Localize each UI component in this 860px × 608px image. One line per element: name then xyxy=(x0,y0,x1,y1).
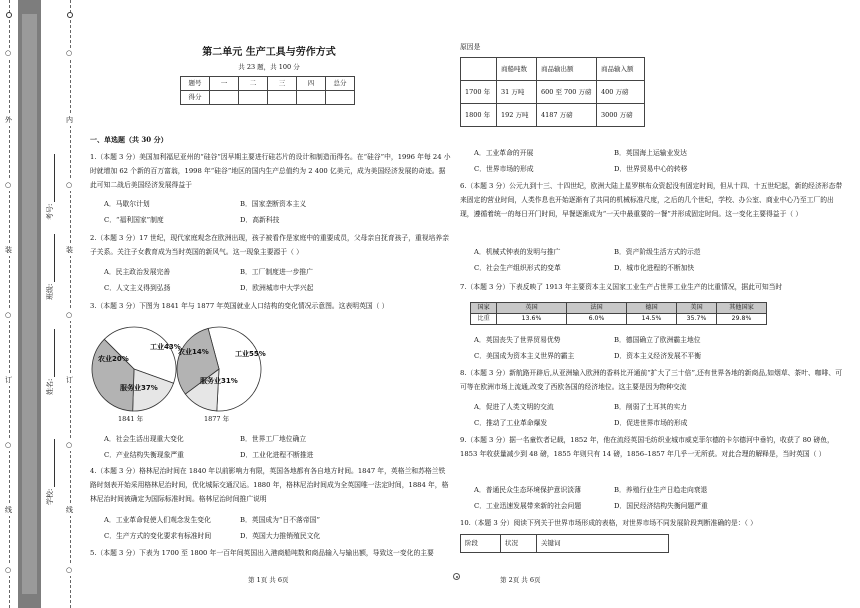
question-5-options xyxy=(474,145,844,177)
pie-2-slice-label: 工业55% xyxy=(235,350,266,358)
option-d[interactable]: D．城市化进程的不断加快 xyxy=(614,264,695,272)
table-cell: 1700 年 xyxy=(461,81,497,104)
pie-1-slice-label: 工业43% xyxy=(150,343,181,351)
table-header-cell: 英国 xyxy=(497,303,567,314)
question-8 xyxy=(460,366,846,394)
binding-dotted-line xyxy=(70,0,71,608)
binding-char: 线 xyxy=(5,506,12,514)
option-b[interactable]: B．削弱了土耳其的实力 xyxy=(614,403,687,411)
pie-1-slice-label: 服务业37% xyxy=(120,384,158,392)
table-cell: 13.6% xyxy=(497,314,567,325)
option-b[interactable]: B．资产阶级生活方式的示范 xyxy=(614,248,701,256)
table-cell: 1800 年 xyxy=(461,104,497,127)
binding-char: 订 xyxy=(5,376,12,384)
option-c[interactable]: C．生产方式的变化要求有标准时间 xyxy=(104,532,212,540)
question-text: 4.（本题 3 分）格林尼治时间在 1840 年以前影响力有限，英国各地都有各自地方时间。1847 年，英格兰和苏格兰铁路时刻表开始采用格林尼治时间，优化城际交通汉运。1880 年，格林尼治时间成为全英国唯一法定时间，1884 年，格林尼治时间被确定为国际标准时间。格林尼治时间推广说明 xyxy=(90,467,449,503)
question-1-options xyxy=(104,196,444,228)
table-cell: 3000 万磅 xyxy=(597,104,645,127)
table-cell: 4187 万磅 xyxy=(537,104,597,127)
table-cell: 192 万吨 xyxy=(497,104,537,127)
score-input-cell[interactable] xyxy=(268,91,297,105)
question-5-continued xyxy=(460,40,840,54)
binding-char: 装 xyxy=(5,246,12,254)
center-fold-mark xyxy=(453,573,460,580)
table-cell: 29.8% xyxy=(717,314,767,325)
table-cell: 400 万磅 xyxy=(597,81,645,104)
school-field[interactable]: 学校: xyxy=(46,439,55,505)
table-header-cell: 阶段 xyxy=(461,535,501,553)
market-stage-table xyxy=(460,534,669,553)
question-8-options xyxy=(474,399,844,431)
option-b[interactable]: B．德国确立了欧洲霸主地位 xyxy=(614,336,701,344)
question-9 xyxy=(460,433,846,461)
option-d[interactable]: D．国民经济结构失衡问题严重 xyxy=(614,502,708,510)
question-text: 6.（本题 3 分）公元九到十三、十四世纪，欧洲大陆上星罗棋布众资起没有固定时间，但从十四、十五世纪起，新的经济形态带来固定的营业时间，人类作息也开始逐渐有了共同的机械标准尺度，之后的几个世纪，学校、办公室、商业中心乃至工厂的出现，遵循着统一的每日开门时间，早餐逐渐成为“一天中最重要的一餐”并形成固定时间。这一变化主要得益于（ ） xyxy=(460,182,843,218)
table-cell: 比重 xyxy=(471,314,497,325)
score-table-cell: 四 xyxy=(297,77,326,91)
score-table-cell: 得分 xyxy=(181,91,210,105)
question-7 xyxy=(460,280,846,294)
page-2 xyxy=(460,0,850,608)
option-a[interactable]: A．促进了人类文明的交流 xyxy=(474,403,554,411)
pie-2-slice-label: 服务业31% xyxy=(200,377,238,385)
option-c[interactable]: C．美国成为资本主义世界的霸主 xyxy=(474,352,575,360)
binding-inner-strip xyxy=(62,0,78,608)
question-text: 2.（本题 3 分）17 世纪，现代家庭观念在欧洲出现，孩子被看作是家庭中的重要成员，父母亲自抚育孩子，重视培养亲子关系。关注子女教育成为当时英国的新风气。这一现象主要源于（ ） xyxy=(90,234,449,256)
option-b[interactable]: B．英国成为“日不落帝国” xyxy=(240,516,320,524)
binding-char: ○ xyxy=(66,566,73,574)
option-a[interactable]: A．普通民众生态环境保护意识淡薄 xyxy=(474,486,581,494)
question-2-options xyxy=(104,264,444,296)
binding-char: 外 xyxy=(5,116,12,124)
pie-2-slice-label: 农业14% xyxy=(178,348,209,356)
score-input-cell[interactable] xyxy=(239,91,268,105)
score-table-cell: 总分 xyxy=(326,77,355,91)
table-header-cell: 商品输入额 xyxy=(597,58,645,81)
option-a[interactable]: A．机械式钟表的发明与推广 xyxy=(474,248,561,256)
option-d[interactable]: D．资本主义经济发展不平衡 xyxy=(614,352,702,360)
question-text: 8.（本题 3 分）新航路开辟后,从亚洲输入欧洲的香料比开通前“扩大了三十倍”,还有世界各地的新商品,如烟草、茶叶、咖啡、可可等在欧洲市场上流通,改变了西欧各国的经济地位。这主要是因为物种交流 xyxy=(460,369,842,391)
table-cell: 6.0% xyxy=(567,314,627,325)
question-9-options xyxy=(474,482,844,514)
binding-char: ○ xyxy=(66,311,73,319)
trade-table xyxy=(460,57,645,127)
question-1 xyxy=(90,150,452,192)
page-title: 第二单元 生产工具与劳作方式 xyxy=(202,47,336,58)
binding-outer-strip xyxy=(0,0,16,608)
question-4-options xyxy=(104,512,444,544)
table-cell: 35.7% xyxy=(677,314,717,325)
question-text: 1.（本题 3 分）美国加利福尼亚州的“硅谷”因早期主要进行硅芯片的设计和制造而得名。在“硅谷”中，1996 年每 24 小时就增加 62 个新的百万富翁，1998 年“硅谷”地区的国内生产总值约为 2 400 亿美元，成为美国经济发展的奇迹。据此可知二战后美国经济发展得益于 xyxy=(90,153,451,189)
table-header-cell: 德国 xyxy=(627,303,677,314)
score-table-cell: 三 xyxy=(268,77,297,91)
table-header-cell: 商品输出额 xyxy=(537,58,597,81)
page-1 xyxy=(86,0,452,608)
question-text: 3.（本题 3 分）下图为 1841 年与 1877 年英国就业人口结构的变化情况示意图。这表明英国（ ） xyxy=(90,302,389,310)
section-heading: 一、单选题（共 30 分） xyxy=(90,135,168,144)
exam-number-field[interactable]: 考号: xyxy=(46,154,55,220)
binding-char: ○ xyxy=(66,181,73,189)
page-number-right: 第 2页 共 6页 xyxy=(500,576,541,584)
option-a[interactable]: A．社会生活出现重大变化 xyxy=(104,435,184,443)
option-b[interactable]: B．英国海上运输业发达 xyxy=(614,149,687,157)
binding-char: ○ xyxy=(5,49,12,57)
question-7-options xyxy=(474,332,844,364)
score-table xyxy=(180,76,355,105)
question-2 xyxy=(90,231,452,259)
question-10 xyxy=(460,516,846,530)
option-b[interactable]: B．养殖行业生产日趋走向衰退 xyxy=(614,486,708,494)
industry-share-table xyxy=(470,302,767,325)
option-a[interactable]: A．马歇尔计划 xyxy=(104,200,150,208)
binding-dotted-line xyxy=(9,0,10,608)
score-input-cell[interactable] xyxy=(326,91,355,105)
option-d[interactable]: D．欧洲城市中大学兴起 xyxy=(240,284,314,292)
binding-char: ○ xyxy=(5,181,12,189)
question-4 xyxy=(90,464,452,506)
table-header-cell: 商船吨数 xyxy=(497,58,537,81)
table-cell: 31 万吨 xyxy=(497,81,537,104)
pie-2-year-label: 1877 年 xyxy=(204,415,230,423)
student-info-column xyxy=(42,0,62,608)
binding-hole xyxy=(6,12,12,18)
option-d[interactable]: D．工业化进程不断推进 xyxy=(240,451,314,459)
option-c[interactable]: C．工业迅速发展带来新的社会问题 xyxy=(474,502,582,510)
question-6-options xyxy=(474,244,844,276)
question-text: 原因是 xyxy=(460,43,481,51)
question-3 xyxy=(90,299,452,313)
option-b[interactable]: B．工厂制度进一步推广 xyxy=(240,268,313,276)
option-b[interactable]: B．世界工厂地位确立 xyxy=(240,435,307,443)
option-c[interactable]: C．人文主义得到弘扬 xyxy=(104,284,171,292)
binding-char: 装 xyxy=(66,246,73,254)
score-input-cell[interactable] xyxy=(297,91,326,105)
binding-char: ○ xyxy=(66,441,73,449)
binding-char: ○ xyxy=(5,311,12,319)
question-text: 10.（本题 3 分）阅读下列关于世界市场形成的表格，对世界市场不同发展阶段判断准确的是：（ ） xyxy=(460,519,757,527)
table-header-cell: 状况 xyxy=(501,535,537,553)
option-b[interactable]: B．国家垄断资本主义 xyxy=(240,200,307,208)
table-header-cell: 关键词 xyxy=(537,535,669,553)
score-table-cell: 二 xyxy=(239,77,268,91)
binding-char: ○ xyxy=(5,566,12,574)
option-c[interactable]: C．世界市场的形成 xyxy=(474,165,534,173)
name-field[interactable]: 姓名: xyxy=(46,329,55,395)
question-text: 5.（本题 3 分）下表为 1700 至 1800 年一百年间英国出入港商船吨数和商品输入与输出额，导致这一变化的主要 xyxy=(90,549,434,557)
option-c[interactable]: C．社会生产组织形式的变革 xyxy=(474,264,561,272)
binding-char: 线 xyxy=(66,506,73,514)
option-d[interactable]: D．世界贸易中心的转移 xyxy=(614,165,688,173)
option-c[interactable]: C．推动了工业革命爆发 xyxy=(474,419,548,427)
table-header-cell: 法国 xyxy=(567,303,627,314)
binding-hole xyxy=(67,12,73,18)
score-table-cell: 一 xyxy=(210,77,239,91)
table-cell: 600 至 700 万磅 xyxy=(537,81,597,104)
question-text: 9.（本题 3 分）据一名童钦者记载，1852 年，他在流经英国毛纺织业城市威克菲尔德的卡尔德河中垂钓，收获了 80 磅鱼，1853 年收获量减少到 48 磅，1855 年则只有 14 磅，1856–1857 年几乎一无所获。对此合理的解释是，当时英国（ ） xyxy=(460,436,834,458)
score-table-cell: 题号 xyxy=(181,77,210,91)
class-field[interactable]: 班级: xyxy=(46,234,55,300)
binding-char: ○ xyxy=(5,441,12,449)
option-a[interactable]: A．工业革命促使人们观念发生变化 xyxy=(104,516,211,524)
binding-char: 订 xyxy=(66,376,73,384)
option-a[interactable]: A．英国丧失了世界贸易优势 xyxy=(474,336,561,344)
binding-char: 内 xyxy=(66,116,73,124)
question-text: 7.（本题 3 分）下表反映了 1913 年主要资本主义国家工业生产占世界工业生产的比重情况，据此可知当时 xyxy=(460,283,783,291)
page-number-left: 第 1页 共 6页 xyxy=(248,576,289,584)
table-header-cell: 国家 xyxy=(471,303,497,314)
table-cell xyxy=(461,58,497,81)
option-a[interactable]: A．民主政治发展完善 xyxy=(104,268,171,276)
score-input-cell[interactable] xyxy=(210,91,239,105)
employment-pie-charts xyxy=(90,323,295,431)
option-c[interactable]: C．“福利国家”制度 xyxy=(104,216,164,224)
binding-gray-bar xyxy=(18,0,41,608)
page-subtitle: 共 23 题，共 100 分 xyxy=(238,63,300,71)
option-d[interactable]: D．促进世界市场的形成 xyxy=(614,419,688,427)
pie-1-slice-label: 农业20% xyxy=(98,355,129,363)
table-header-cell: 美国 xyxy=(677,303,717,314)
option-d[interactable]: D．英国大力推销殖民文化 xyxy=(240,532,321,540)
option-c[interactable]: C．产业结构失衡现象严重 xyxy=(104,451,184,459)
question-5 xyxy=(90,546,452,560)
table-header-cell: 其他国家 xyxy=(717,303,767,314)
question-3-options xyxy=(104,431,444,463)
option-a[interactable]: A．工业革命的开展 xyxy=(474,149,534,157)
binding-char: ○ xyxy=(66,49,73,57)
question-6 xyxy=(460,179,846,221)
option-d[interactable]: D．高新科技 xyxy=(240,216,280,224)
table-cell: 14.5% xyxy=(627,314,677,325)
pie-1-year-label: 1841 年 xyxy=(118,415,144,423)
